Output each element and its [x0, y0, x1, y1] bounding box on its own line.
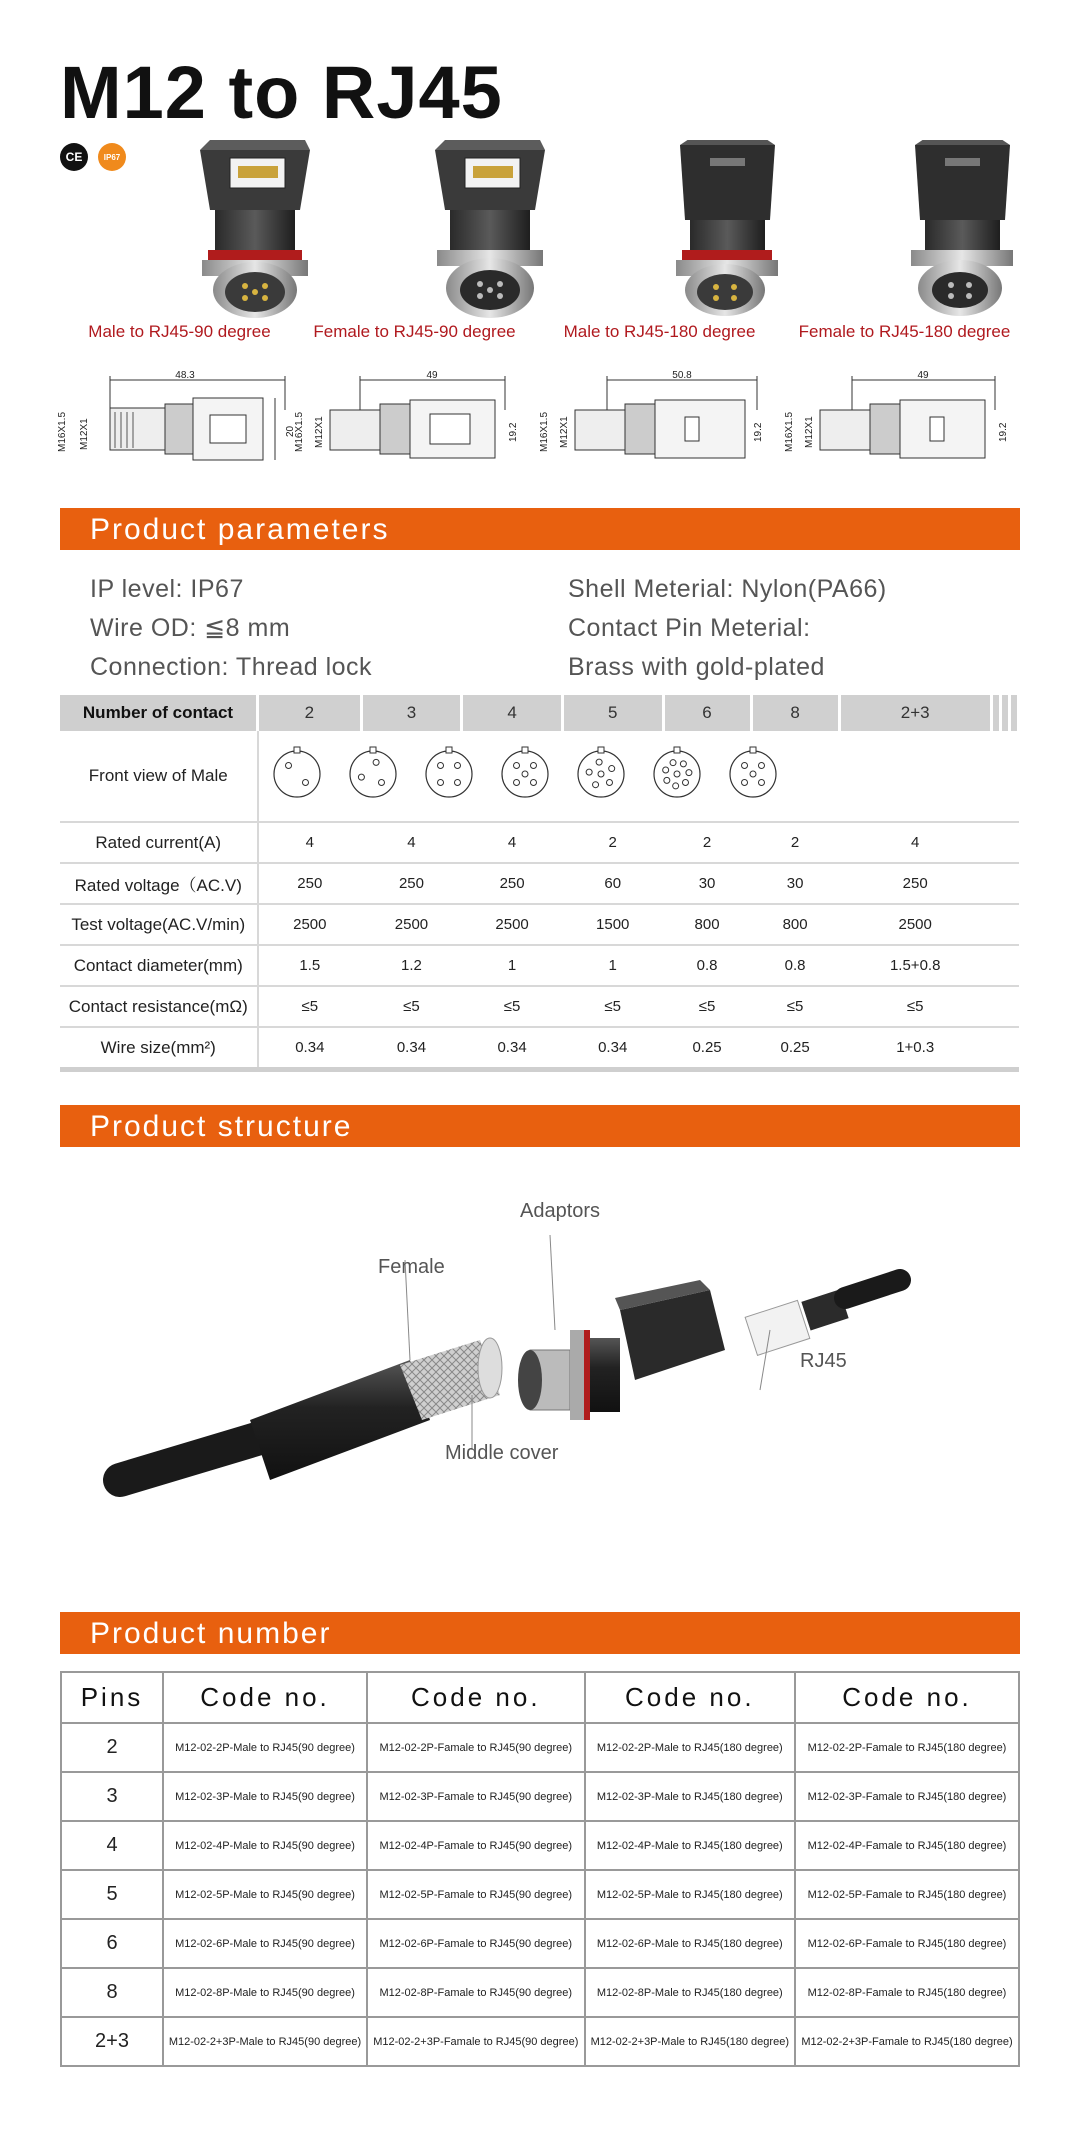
table-row: [61, 1723, 1019, 1772]
table-cell: 1: [562, 945, 663, 986]
table-cell: 60: [562, 863, 663, 904]
row-label: Rated voltage（AC.V): [60, 863, 258, 904]
code-cell: M12-02-5P-Male to RJ45(180 degree): [585, 1870, 795, 1919]
dimension-length: 48.3: [175, 370, 195, 381]
pin-dot: [437, 763, 443, 769]
table-cell: 1.5: [258, 945, 362, 986]
table-cell: 0.34: [462, 1027, 563, 1070]
dimension-thread2: M12X1: [314, 416, 325, 448]
pin-dot: [454, 763, 460, 769]
row-label: Front view of Male: [60, 731, 258, 822]
pin-dot: [378, 779, 384, 785]
product-structure-illustration: [100, 1180, 980, 1520]
table-cell: 800: [663, 904, 751, 945]
code-cell: M12-02-8P-Famale to RJ45(180 degree): [795, 1968, 1019, 2017]
connector-face-outline: [274, 751, 320, 797]
contact-count: 8: [751, 695, 839, 731]
pin-dot: [302, 779, 308, 785]
face-diagrams: [258, 731, 1019, 822]
pin-dot: [513, 763, 519, 769]
pin-dot: [741, 779, 747, 785]
code-cell: M12-02-2+3P-Male to RJ45(90 degree): [163, 2017, 367, 2066]
pin-cell: 2+3: [61, 2017, 163, 2066]
pin-dot: [513, 779, 519, 785]
code-cell: M12-02-2+3P-Male to RJ45(180 degree): [585, 2017, 795, 2066]
table-cell: 4: [839, 822, 991, 863]
table-row: [60, 1027, 1019, 1070]
table-cell: 250: [258, 863, 362, 904]
column-header: Code no.: [585, 1672, 795, 1723]
section-banner-number: Product number: [60, 1612, 1020, 1654]
params-left: [90, 570, 372, 687]
code-cell: M12-02-5P-Male to RJ45(90 degree): [163, 1870, 367, 1919]
pin-dot: [685, 770, 691, 776]
contact-count: 2: [258, 695, 362, 731]
param-line: Connection: Thread lock: [90, 653, 373, 681]
table-cell: ≤5: [663, 986, 751, 1027]
table-cell: 250: [361, 863, 462, 904]
code-cell: M12-02-8P-Famale to RJ45(90 degree): [367, 1968, 585, 2017]
contact-count: 2+3: [839, 695, 991, 731]
params-right: [568, 570, 887, 687]
pin-dot: [373, 759, 379, 765]
table-cell: 2: [751, 822, 839, 863]
table-cell: 250: [462, 863, 563, 904]
pin-dot: [606, 779, 612, 785]
contact-count: 3: [361, 695, 462, 731]
table-cell: 2500: [361, 904, 462, 945]
coding-key: [294, 747, 300, 753]
pin-dot: [598, 771, 604, 777]
param-line: IP level: IP67: [90, 575, 244, 603]
dimension-length: 49: [917, 370, 929, 381]
pin-face-5: [654, 747, 700, 797]
row-label: Test voltage(AC.V/min): [60, 904, 258, 945]
table-cell: ≤5: [562, 986, 663, 1027]
table-row: [61, 1821, 1019, 1870]
param-line: Brass with gold-plated: [568, 653, 825, 681]
code-cell: M12-02-8P-Male to RJ45(90 degree): [163, 1968, 367, 2017]
pin-cell: 3: [61, 1772, 163, 1821]
dimension-height: 19.2: [753, 422, 764, 442]
coding-key: [370, 747, 376, 753]
code-cell: M12-02-8P-Male to RJ45(180 degree): [585, 1968, 795, 2017]
contact-count: [1000, 695, 1009, 731]
product-number-table: [60, 1671, 1020, 2067]
table-cell: 2: [663, 822, 751, 863]
row-label: Rated current(A): [60, 822, 258, 863]
dimension-thread: M16X1.5: [57, 411, 68, 452]
contact-count: 4: [462, 695, 563, 731]
table-cell: 0.34: [562, 1027, 663, 1070]
female-180-dimension-drawing: [780, 370, 1025, 465]
structure-label-rj45: RJ45: [800, 1350, 847, 1372]
code-cell: M12-02-2+3P-Famale to RJ45(180 degree): [795, 2017, 1019, 2066]
column-header: Code no.: [367, 1672, 585, 1723]
code-cell: M12-02-6P-Male to RJ45(90 degree): [163, 1919, 367, 1968]
pin-dot: [682, 779, 688, 785]
page-title: M12 to RJ45: [60, 51, 503, 134]
table-cell: ≤5: [751, 986, 839, 1027]
product-caption: Female to RJ45-90 degree: [313, 322, 516, 341]
table-cell: 2500: [839, 904, 991, 945]
table-header-row: [61, 1672, 1019, 1723]
table-cell: 30: [663, 863, 751, 904]
table-cell: 0.34: [258, 1027, 362, 1070]
table-cell: 1.5+0.8: [839, 945, 991, 986]
code-cell: M12-02-4P-Famale to RJ45(90 degree): [367, 1821, 585, 1870]
product-caption: Male to RJ45-90 degree: [88, 322, 271, 341]
pin-cell: 5: [61, 1870, 163, 1919]
pin-dot: [358, 774, 364, 780]
table-cell: 1.2: [361, 945, 462, 986]
code-cell: M12-02-2P-Famale to RJ45(180 degree): [795, 1723, 1019, 1772]
table-cell: 250: [839, 863, 991, 904]
code-cell: M12-02-3P-Famale to RJ45(180 degree): [795, 1772, 1019, 1821]
code-cell: M12-02-4P-Famale to RJ45(180 degree): [795, 1821, 1019, 1870]
pin-cell: 4: [61, 1821, 163, 1870]
pin-face-1: [350, 747, 396, 797]
pin-dot: [670, 760, 676, 766]
female-180-connector-image: [845, 140, 1080, 320]
row-label: Contact diameter(mm): [60, 945, 258, 986]
code-cell: M12-02-3P-Famale to RJ45(90 degree): [367, 1772, 585, 1821]
contact-count: 6: [663, 695, 751, 731]
table-cell: 2: [562, 822, 663, 863]
pin-dot: [758, 779, 764, 785]
table-row: [60, 863, 1019, 904]
pin-dot: [285, 763, 291, 769]
section-banner-structure: Product structure: [60, 1105, 1020, 1147]
code-cell: M12-02-2P-Male to RJ45(90 degree): [163, 1723, 367, 1772]
table-row: [60, 822, 1019, 863]
table-cell: 4: [361, 822, 462, 863]
table-cell: ≤5: [361, 986, 462, 1027]
male-90-connector-image: [140, 140, 380, 320]
code-cell: M12-02-2P-Famale to RJ45(90 degree): [367, 1723, 585, 1772]
structure-label-middle-cover: Middle cover: [445, 1442, 559, 1464]
coding-key: [674, 747, 680, 753]
table-row: [61, 1919, 1019, 1968]
code-cell: M12-02-4P-Male to RJ45(90 degree): [163, 1821, 367, 1870]
product-caption: Male to RJ45-180 degree: [563, 322, 756, 341]
ce-mark-icon: CE: [60, 143, 88, 171]
code-cell: M12-02-4P-Male to RJ45(180 degree): [585, 1821, 795, 1870]
dimension-thread2: M12X1: [559, 416, 570, 448]
column-header: Code no.: [795, 1672, 1019, 1723]
pin-dot: [522, 771, 528, 777]
code-cell: M12-02-2P-Male to RJ45(180 degree): [585, 1723, 795, 1772]
table-cell: 0.8: [663, 945, 751, 986]
code-cell: M12-02-2+3P-Famale to RJ45(90 degree): [367, 2017, 585, 2066]
table-cell: 4: [462, 822, 563, 863]
column-header: Code no.: [163, 1672, 367, 1723]
table-cell: 1500: [562, 904, 663, 945]
code-cell: M12-02-6P-Male to RJ45(180 degree): [585, 1919, 795, 1968]
pin-dot: [662, 767, 668, 773]
dimension-thread: M16X1.5: [539, 411, 550, 452]
pin-dot: [750, 771, 756, 777]
product-caption: Female to RJ45-180 degree: [798, 322, 1011, 341]
table-cell: 0.25: [663, 1027, 751, 1070]
contact-count: [1009, 695, 1018, 731]
code-cell: M12-02-3P-Male to RJ45(180 degree): [585, 1772, 795, 1821]
table-header-row: [60, 695, 1019, 731]
pin-cell: 8: [61, 1968, 163, 2017]
coding-key: [598, 747, 604, 753]
code-cell: M12-02-6P-Famale to RJ45(180 degree): [795, 1919, 1019, 1968]
table-cell: 0.34: [361, 1027, 462, 1070]
pin-dot: [741, 763, 747, 769]
table-row: [60, 986, 1019, 1027]
pin-dot: [663, 777, 669, 783]
pin-dot: [530, 763, 536, 769]
table-row: [61, 2017, 1019, 2066]
dimension-length: 50.8: [672, 370, 692, 381]
male-90-dimension-drawing: [55, 370, 300, 465]
code-cell: M12-02-5P-Famale to RJ45(180 degree): [795, 1870, 1019, 1919]
dimension-height: 20: [285, 425, 296, 437]
coding-key: [750, 747, 756, 753]
dimension-height: 19.2: [508, 422, 519, 442]
table-row: [61, 1968, 1019, 2017]
pin-dot: [596, 759, 602, 765]
table-row: [60, 731, 1019, 822]
female-90-dimension-drawing: [290, 370, 535, 465]
param-line: Shell Meterial: Nylon(PA66): [568, 575, 887, 603]
coding-key: [446, 747, 452, 753]
contact-count: 5: [562, 695, 663, 731]
pin-face-3: [502, 747, 548, 797]
pin-dot: [592, 782, 598, 788]
table-cell: 1+0.3: [839, 1027, 991, 1070]
column-header: Pins: [61, 1672, 163, 1723]
dimension-length: 49: [426, 370, 438, 381]
pin-dot: [608, 766, 614, 772]
row-label: Wire size(mm²): [60, 1027, 258, 1070]
pin-dot: [680, 761, 686, 767]
male-180-dimension-drawing: [535, 370, 780, 465]
section-banner-parameters: Product parameters: [60, 508, 1020, 550]
dimension-thread2: M12X1: [79, 418, 90, 450]
pin-cell: 6: [61, 1919, 163, 1968]
connector-face-outline: [350, 751, 396, 797]
table-cell: 2500: [258, 904, 362, 945]
dimension-thread: M16X1.5: [294, 411, 305, 452]
table-cell: 4: [258, 822, 362, 863]
code-cell: M12-02-3P-Male to RJ45(90 degree): [163, 1772, 367, 1821]
structure-label-adaptors: Adaptors: [520, 1200, 601, 1222]
ip67-badge-icon: IP67: [98, 143, 126, 171]
param-line: Contact Pin Meterial:: [568, 614, 811, 642]
male-180-connector-image: [610, 140, 850, 320]
dimension-thread: M16X1.5: [784, 411, 795, 452]
dimension-thread2: M12X1: [804, 416, 815, 448]
contact-spec-table: [60, 695, 1020, 1072]
pin-face-2: [426, 747, 472, 797]
pin-dot: [758, 763, 764, 769]
code-cell: M12-02-5P-Famale to RJ45(90 degree): [367, 1870, 585, 1919]
structure-label-female: Female: [378, 1256, 445, 1278]
pin-cell: 2: [61, 1723, 163, 1772]
table-row: [60, 945, 1019, 986]
pin-face-6: [730, 747, 776, 797]
code-cell: M12-02-6P-Famale to RJ45(90 degree): [367, 1919, 585, 1968]
table-row: [61, 1870, 1019, 1919]
pin-dot: [454, 779, 460, 785]
dimension-height: 19.2: [998, 422, 1009, 442]
table-cell: 2500: [462, 904, 563, 945]
table-cell: 0.25: [751, 1027, 839, 1070]
pin-face-0: [274, 747, 320, 797]
pin-dot: [586, 769, 592, 775]
contact-count: [991, 695, 1000, 731]
pin-face-diagrams: [259, 734, 1019, 814]
table-cell: 1: [462, 945, 563, 986]
pin-face-4: [578, 747, 624, 797]
row-label: Contact resistance(mΩ): [60, 986, 258, 1027]
table-cell: 0.8: [751, 945, 839, 986]
table-cell: ≤5: [462, 986, 563, 1027]
table-row: [60, 904, 1019, 945]
female-90-connector-image: [375, 140, 615, 320]
table-cell: ≤5: [839, 986, 991, 1027]
table-row: [61, 1772, 1019, 1821]
header-label: Number of contact: [60, 695, 258, 731]
pin-dot: [672, 783, 678, 789]
pin-dot: [674, 771, 680, 777]
coding-key: [522, 747, 528, 753]
table-cell: ≤5: [258, 986, 362, 1027]
table-cell: 30: [751, 863, 839, 904]
table-cell: 800: [751, 904, 839, 945]
pin-dot: [437, 779, 443, 785]
param-line: Wire OD: ≦8 mm: [90, 614, 291, 642]
connector-face-outline: [426, 751, 472, 797]
pin-dot: [530, 779, 536, 785]
